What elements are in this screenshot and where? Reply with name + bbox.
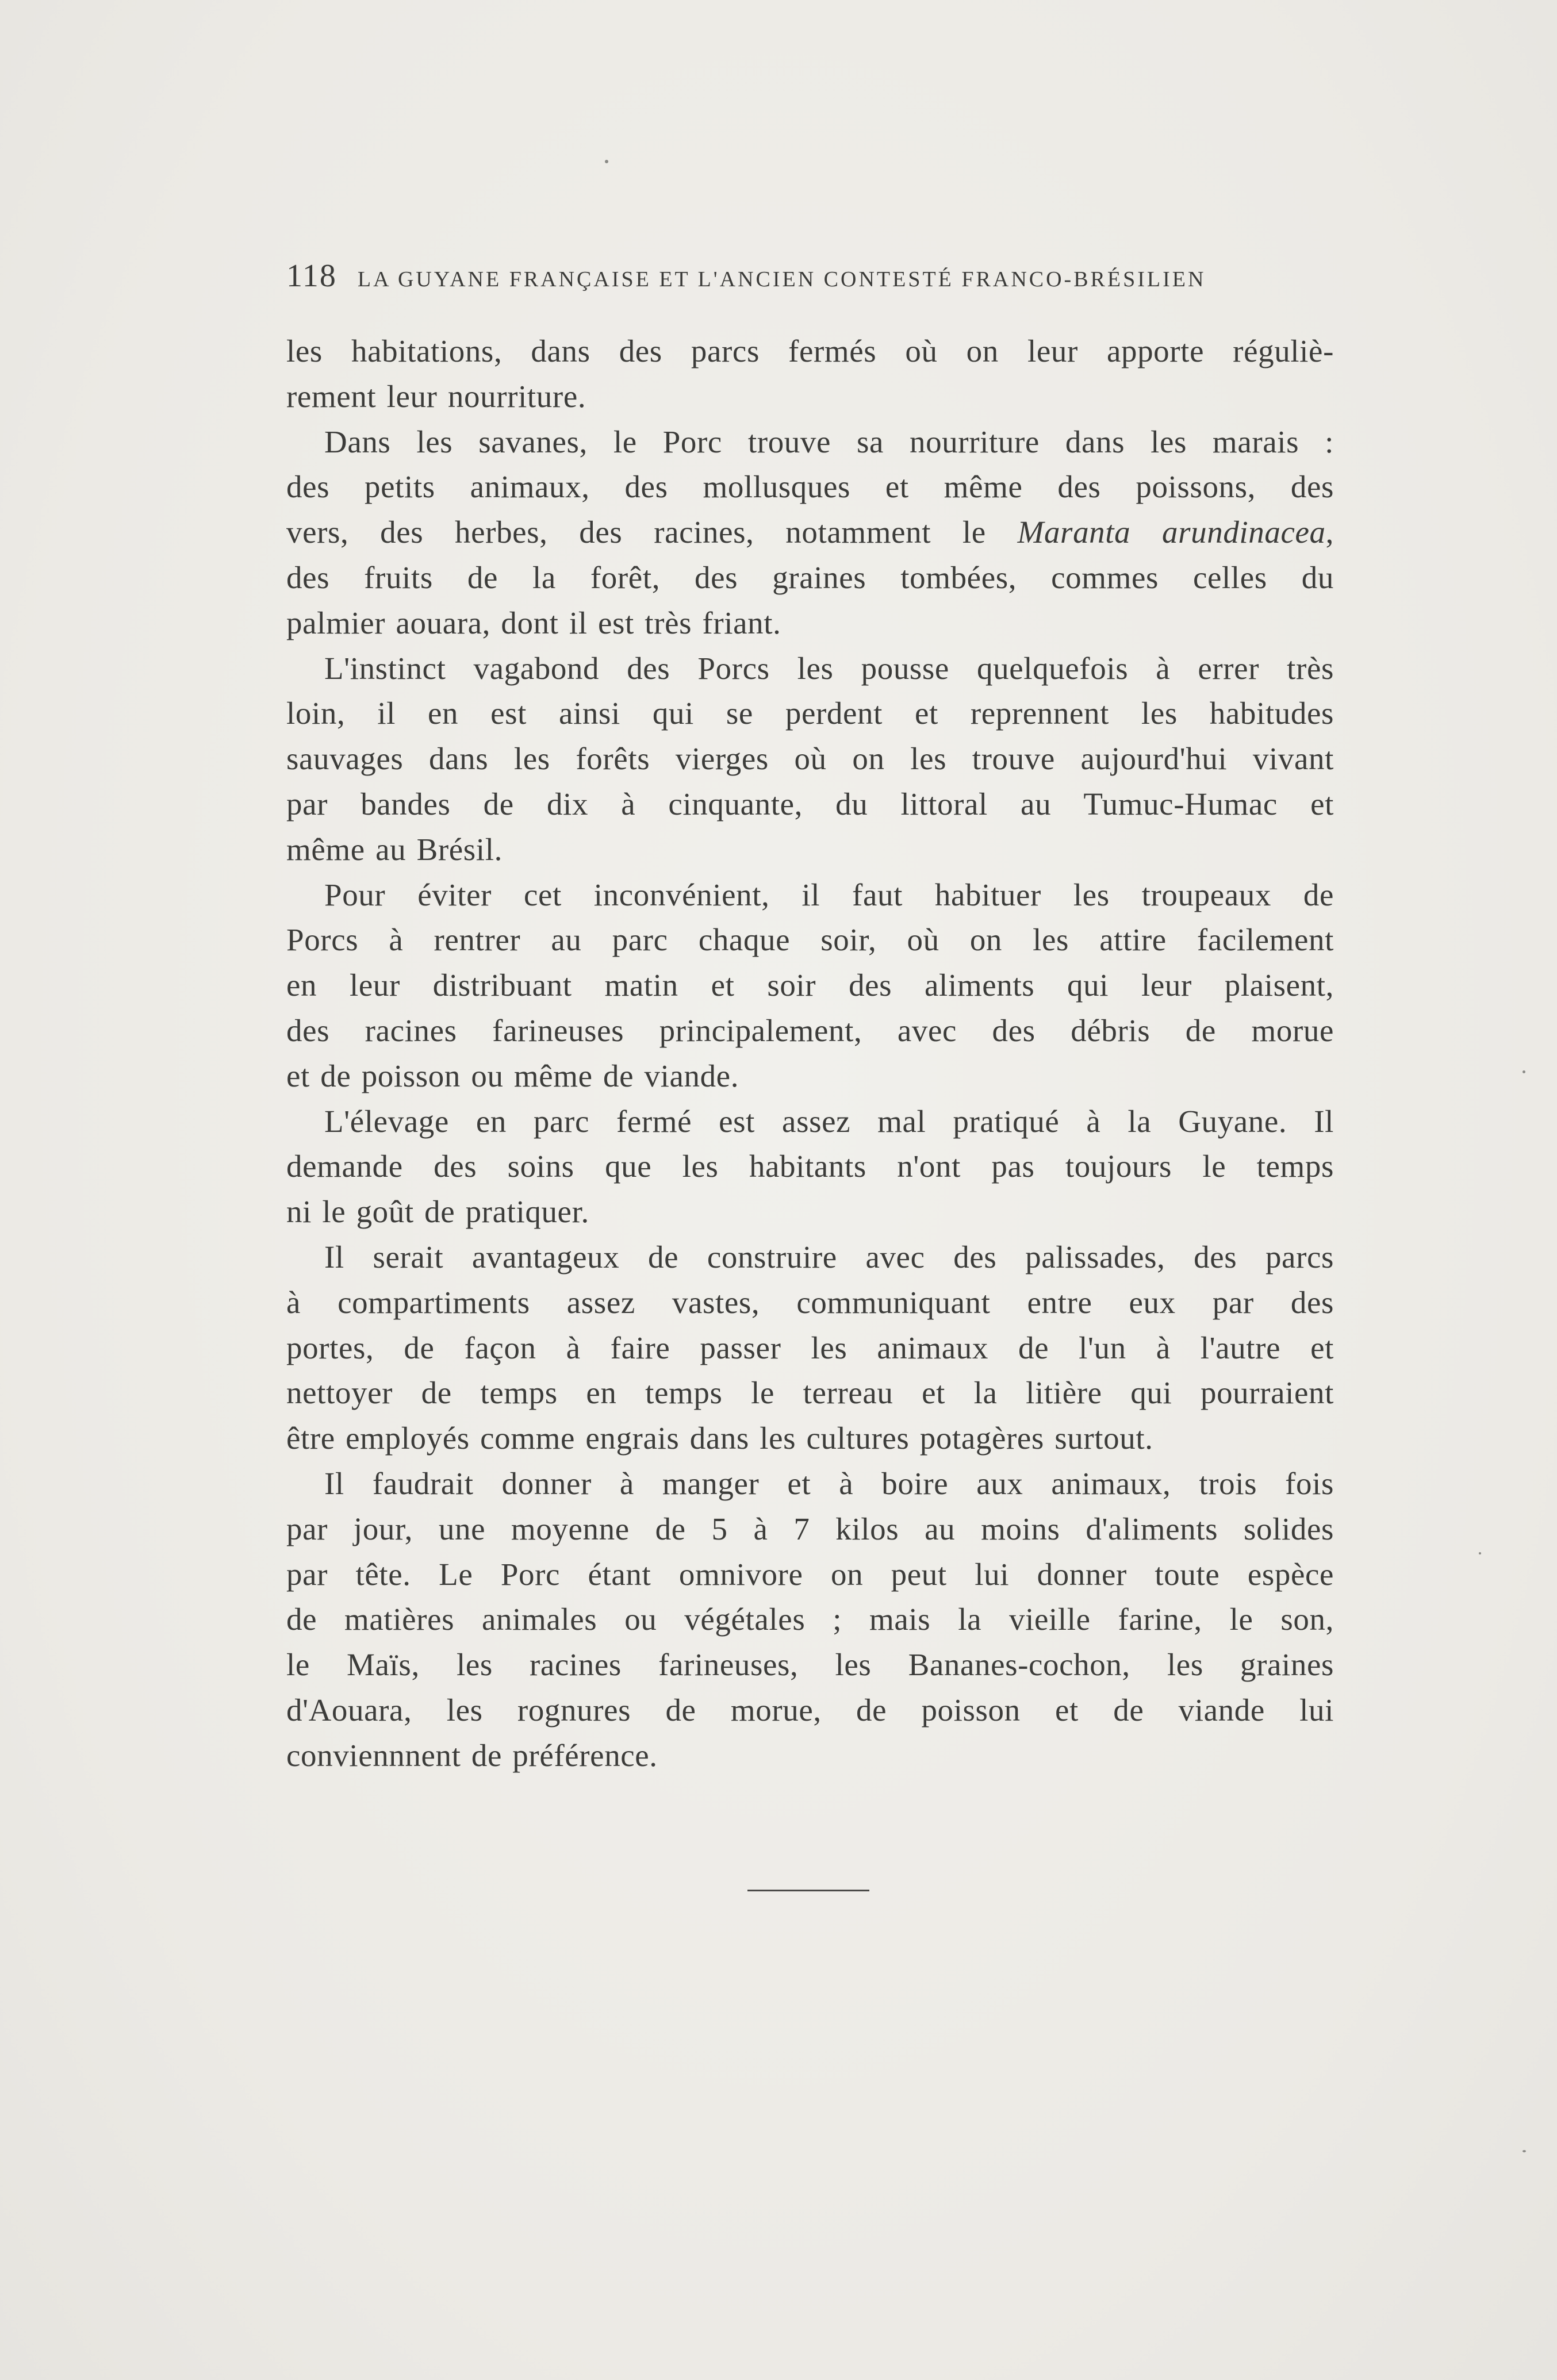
running-head — [286, 258, 1321, 304]
text-line: nettoyer de temps en temps le terreau et la litière qui pourraient — [286, 1375, 1334, 1411]
text-line: L'élevage en parc fermé est assez mal pratiqué à la Guyane. Il — [324, 1103, 1334, 1139]
text-line: même au Brésil. — [286, 831, 503, 867]
text-line: Il faudrait donner à manger et à boire aux animaux, trois fois — [324, 1465, 1334, 1501]
text-line: à compartiments assez vastes, communiquant entre eux par des — [286, 1284, 1334, 1320]
text-segment: , — [1325, 515, 1334, 550]
text-line: et de poisson ou même de viande. — [286, 1058, 739, 1093]
text-line: des racines farineuses principalement, avec des débris de morue — [286, 1012, 1334, 1048]
paper-speck — [1479, 1552, 1481, 1554]
text-line: loin, il en est ainsi qui se perdent et reprennent les habitudes — [286, 696, 1334, 731]
text-line: par bandes de dix à cinquante, du littoral au Tumuc-Humac et — [286, 786, 1334, 822]
text-line: en leur distribuant matin et soir des aliments qui leur plaisent, — [286, 968, 1334, 1003]
text-segment: vers, des herbes, des racines, notamment le — [286, 515, 1018, 550]
page-number: 118 — [286, 258, 337, 294]
text-line: sauvages dans les forêts vierges où on les trouve aujourd'hui vivant — [286, 741, 1334, 777]
text-line: palmier aouara, dont il est très friant. — [286, 605, 781, 640]
text-line: portes, de façon à faire passer les animaux de l'un à l'autre et — [286, 1330, 1334, 1365]
text-line: demande des soins que les habitants n'ont pas toujours le temps — [286, 1149, 1334, 1184]
text-line: ni le goût de pratiquer. — [286, 1194, 589, 1230]
text-line: par jour, une moyenne de 5 à 7 kilos au moins d'aliments solides — [286, 1511, 1334, 1546]
text-line: Il serait avantageux de construire avec des palissades, des parcs — [324, 1239, 1334, 1275]
text-line: L'instinct vagabond des Porcs les pousse quelquefois à errer très — [324, 650, 1334, 686]
species-name: Maranta arundinacea — [1017, 515, 1326, 550]
end-rule-divider — [747, 1890, 869, 1891]
paper-speck — [1523, 1070, 1525, 1073]
text-line: les habitations, dans des parcs fermés où on leur apporte réguliè- — [286, 333, 1334, 368]
text-line: par tête. Le Porc étant omnivore on peut lui donner toute espèce — [286, 1556, 1334, 1592]
text-line: conviennnent de préférence. — [286, 1737, 658, 1773]
paper-speck — [605, 160, 608, 163]
text-line: Pour éviter cet inconvénient, il faut habituer les troupeaux de — [324, 877, 1334, 912]
text-line: Porcs à rentrer au parc chaque soir, où on les attire facilement — [286, 922, 1334, 958]
text-line: de matières animales ou végétales ; mais la vieille farine, le son, — [286, 1602, 1334, 1637]
text-line: des fruits de la forêt, des graines tombées, commes celles du — [286, 559, 1334, 595]
text-line: d'Aouara, les rognures de morue, de poisson et de viande lui — [286, 1692, 1334, 1728]
text-line: des petits animaux, des mollusques et même des poissons, des — [286, 469, 1334, 505]
body-text — [286, 329, 1334, 1779]
text-line: le Maïs, les racines farineuses, les Bananes-cochon, les graines — [286, 1647, 1334, 1683]
paper-speck — [1523, 2150, 1526, 2152]
text-line: être employés comme engrais dans les cultures potagères surtout. — [286, 1421, 1153, 1456]
text-line: Dans les savanes, le Porc trouve sa nourriture dans les marais : — [324, 424, 1334, 459]
running-title: LA GUYANE FRANÇAISE ET L'ANCIEN CONTESTÉ FRANCO-BRÉSILIEN — [357, 267, 1206, 291]
text-line: rement leur nourriture. — [286, 378, 586, 414]
text-line — [286, 510, 1334, 555]
